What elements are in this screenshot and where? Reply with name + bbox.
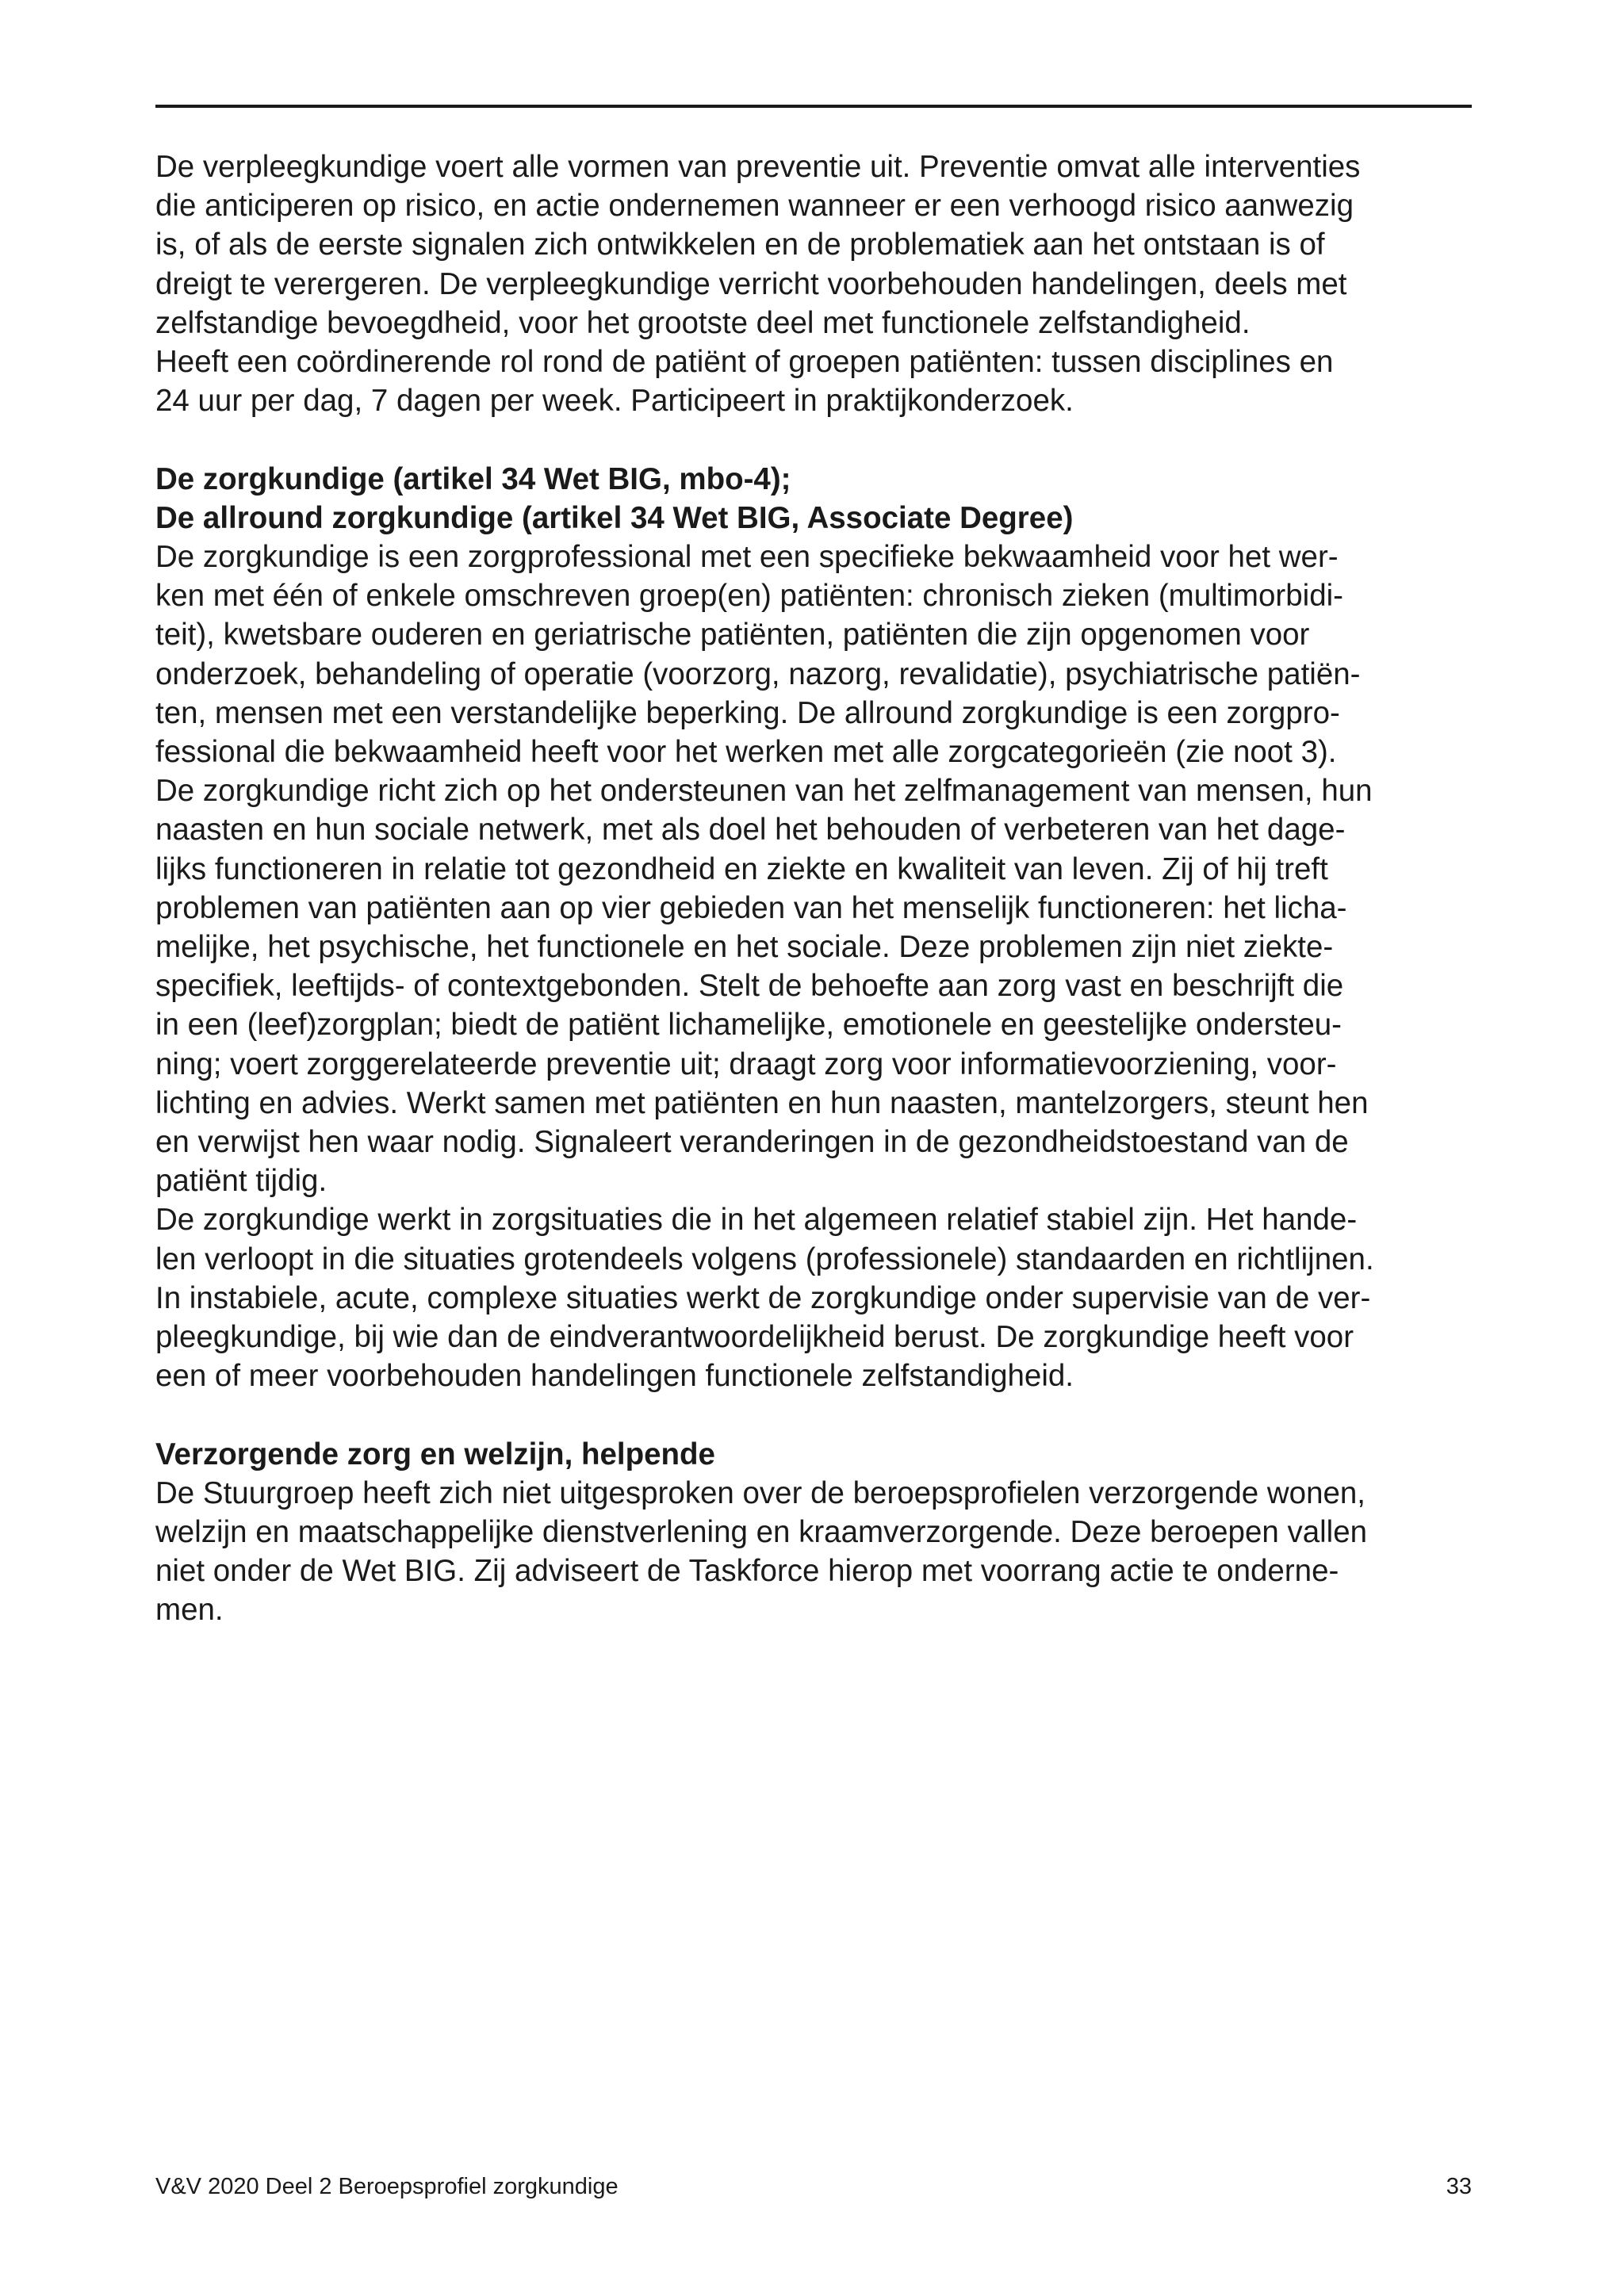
paragraph-spacer — [155, 1395, 1480, 1434]
body-line: en verwijst hen waar nodig. Signaleert veranderingen in de gezondheidstoestand van de — [155, 1125, 1349, 1160]
section-heading: De allround zorgkundige (artikel 34 Wet BIG, Associate Degree) — [155, 500, 1074, 535]
body-line: naasten en hun sociale netwerk, met als doel het behouden of verbeteren van het dage- — [155, 813, 1346, 848]
body-line: De zorgkundige richt zich op het ondersteunen van het zelfmanagement van mensen, hun — [155, 774, 1373, 809]
body-line: 24 uur per dag, 7 dagen per week. Participeert in praktijkonderzoek. — [155, 384, 1074, 419]
body-line: teit), kwetsbare ouderen en geriatrische patiënten, patiënten die zijn opgenomen voor — [155, 618, 1310, 652]
body-line: die anticiperen op risico, en actie ondernemen wanneer er een verhoogd risico aanwezig — [155, 189, 1354, 224]
body-line: dreigt te verergeren. De verpleegkundige verricht voorbehouden handelingen, deels met — [155, 266, 1347, 301]
body-line: lichting en advies. Werkt samen met patiënten en hun naasten, mantelzorgers, steunt hen — [155, 1085, 1369, 1120]
body-line: men. — [155, 1593, 224, 1628]
body-line: ken met één of enkele omschreven groep(en) patiënten: chronisch zieken (multimorbidi- — [155, 579, 1343, 614]
body-line: De zorgkundige werkt in zorgsituaties die in het algemeen relatief stabiel zijn. Het hande- — [155, 1203, 1358, 1238]
body-line: patiënt tijdig. — [155, 1164, 327, 1199]
body-line: De verpleegkundige voert alle vormen van preventie uit. Preventie omvat alle interventies — [155, 150, 1361, 184]
verzorgende-section — [155, 1435, 1480, 1630]
body-line: De zorgkundige is een zorgprofessional met een specifieke bekwaamheid voor het wer- — [155, 540, 1339, 575]
footer-title: V&V 2020 Deel 2 Beroepsprofiel zorgkundige — [155, 2174, 619, 2199]
page-footer — [155, 2172, 1472, 2201]
body-line: onderzoek, behandeling of operatie (voorzorg, nazorg, revalidatie), psychiatrische patiën- — [155, 656, 1361, 691]
intro-paragraph — [155, 147, 1480, 420]
section-heading: Verzorgende zorg en welzijn, helpende — [155, 1437, 715, 1471]
body-line: is, of als de eerste signalen zich ontwikkelen en de problematiek aan het ontstaan is of — [155, 228, 1325, 262]
zorgkundige-section — [155, 460, 1480, 1396]
body-line: welzijn en maatschappelijke dienstverlening en kraamverzorgende. Deze beroepen vallen — [155, 1515, 1368, 1550]
body-line: melijke, het psychische, het functionele en het sociale. Deze problemen zijn niet ziekte- — [155, 930, 1334, 965]
body-line: niet onder de Wet BIG. Zij adviseert de Taskforce hierop met voorrang actie te onderne- — [155, 1554, 1339, 1589]
body-line: zelfstandige bevoegdheid, voor het grootste deel met functionele zelfstandigheid. — [155, 305, 1251, 340]
page-body — [155, 147, 1480, 1630]
body-line: Heeft een coördinerende rol rond de patiënt of groepen patiënten: tussen disciplines en — [155, 345, 1334, 380]
body-line: De Stuurgroep heeft zich niet uitgesproken over de beroepsprofielen verzorgende wonen, — [155, 1475, 1365, 1510]
section-heading: De zorgkundige (artikel 34 Wet BIG, mbo-4); — [155, 461, 791, 496]
body-line: lijks functioneren in relatie tot gezondheid en ziekte en kwaliteit van leven. Zij of hij treft — [155, 851, 1328, 886]
body-line: pleegkundige, bij wie dan de eindverantwoordelijkheid berust. De zorgkundige heeft voor — [155, 1320, 1354, 1355]
body-line: ten, mensen met een verstandelijke beperking. De allround zorgkundige is een zorgpro- — [155, 695, 1340, 730]
header-rule — [155, 105, 1472, 108]
body-line: problemen van patiënten aan op vier gebieden van het menselijk functioneren: het licha- — [155, 890, 1347, 925]
body-line: in een (leef)zorgplan; biedt de patiënt lichamelijke, emotionele en geestelijke ondersteu- — [155, 1008, 1342, 1043]
body-line: len verloopt in die situaties grotendeels volgens (professionele) standaarden en richtlijnen. — [155, 1242, 1374, 1276]
body-line: een of meer voorbehouden handelingen functionele zelfstandigheid. — [155, 1359, 1074, 1394]
body-line: specifiek, leeftijds- of contextgebonden. Stelt de behoefte aan zorg vast en beschrijft die — [155, 969, 1344, 1004]
body-line: fessional die bekwaamheid heeft voor het werken met alle zorgcategorieën (zie noot 3). — [155, 735, 1337, 770]
body-line: ning; voert zorggerelateerde preventie uit; draagt zorg voor informatievoorziening, voor- — [155, 1047, 1337, 1081]
paragraph-spacer — [155, 420, 1480, 459]
body-line: In instabiele, acute, complexe situaties werkt de zorgkundige onder supervisie van de ver- — [155, 1280, 1371, 1315]
page-number: 33 — [1446, 2174, 1472, 2199]
